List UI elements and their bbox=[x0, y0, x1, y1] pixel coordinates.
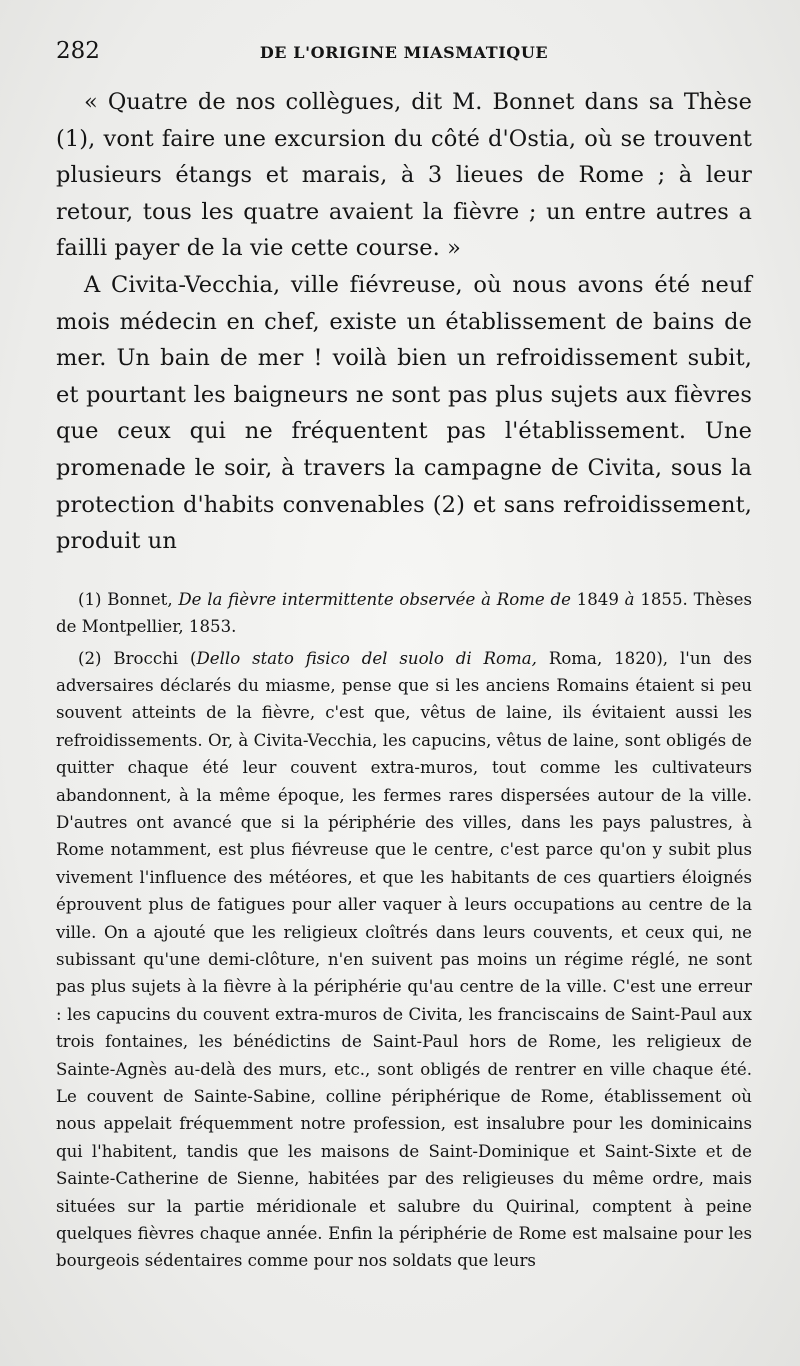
footnote-2-marker: (2) bbox=[78, 648, 102, 668]
footnote-1-joiner: à bbox=[624, 589, 635, 609]
footnote-1-year1: 1849 bbox=[576, 589, 619, 609]
running-head bbox=[56, 38, 752, 78]
footnotes bbox=[56, 586, 752, 1275]
footnote-2-author: Brocchi ( bbox=[113, 648, 197, 668]
paragraph-quote: « Quatre de nos collègues, dit M. Bonnet dans sa Thèse (1), vont faire une excursion du côté d'Ostia, où se trouvent plusieurs étangs et marais, à 3 lieues de Rome ; à leur retour, tous les quatre avaient la fièvre ; un entre autres a failli payer de la vie cette course. » bbox=[56, 89, 752, 262]
page-number: 282 bbox=[56, 38, 100, 64]
footnote-1-author: Bonnet, bbox=[107, 589, 173, 609]
running-title: DE L'ORIGINE MIASMATIQUE bbox=[259, 43, 549, 62]
footnote-1 bbox=[56, 586, 752, 641]
footnote-2-title: Dello stato fisico del suolo di Roma, bbox=[196, 648, 537, 668]
footnote-1-year2: 1855. bbox=[640, 589, 688, 609]
footnote-1-marker: (1) bbox=[78, 589, 102, 609]
footnote-1-title: De la fièvre intermittente observée à Rome de bbox=[178, 589, 571, 609]
paragraph-civita-vecchia: A Civita-Vecchia, ville fiévreuse, où nous avons été neuf mois médecin en chef, existe un établissement de bains de mer. Un bain de mer ! voilà bien un refroidissement subit, et pourtant les baigneurs ne sont pas plus sujets aux fièvres que ceux qui ne fréquentent pas l'établissement. Une promenade le soir, à travers la campagne de Civita, sous la protection d'habits convenables (2) et sans refroidissement, produit un bbox=[56, 271, 752, 555]
footnote-separator bbox=[56, 560, 752, 586]
main-text bbox=[56, 84, 752, 560]
footnote-2-rest: Roma, 1820), l'un des adversaires déclarés du miasme, pense que si les anciens Romains étaient si peu souvent atteints de la fièvre, c'est que, vêtus de laine, ils évitaient aussi les refroidissements. Or, à Civita-Vecchia, les capucins, vêtus de laine, sont obligés de quitter chaque été leur couvent extra-muros, tout comme les cultivateurs abandonnent, à la même époque, les fermes rares dispersées autour de la ville. D'autres ont avancé que si la périphérie des villes, dans les pays palustres, à Rome notamment, est plus fiévreuse que le centre, c'est parce qu'on y subit plus vivement l'influence des météores, et que les habitants de ces quartiers éloignés éprouvent plus de fatigues pour aller vaquer à leurs occupations au centre de la ville. On a ajouté que les religieux cloîtrés dans leurs couvents, et ceux qui, ne subissant qu'une demi-clôture, n'en suivent pas moins un régime réglé, ne sont pas plus sujets à la fièvre à la périphérie qu'au centre de la ville. C'est une erreur : les capucins du couvent extra-muros de Civita, les franciscains de Saint-Paul aux trois fontaines, les bénédictins de Saint-Paul hors de Rome, les religieux de Sainte-Agnès au-delà des murs, etc., sont obligés de rentrer en ville chaque été. Le couvent de Sainte-Sabine, colline périphérique de Rome, établissement où nous appelait fréquemment notre profession, est insalubre pour les dominicains qui l'habitent, tandis que les maisons de Saint-Dominique et Saint-Sixte et de Sainte-Catherine de Sienne, habitées par des religieuses du même ordre, mais situées sur la partie méridionale et salubre du Quirinal, comptent à peine quelques fièvres chaque année. Enfin la périphérie de Rome est malsaine pour les bourgeois sédentaires comme pour nos soldats que leurs bbox=[56, 648, 753, 1271]
footnote-2 bbox=[56, 645, 752, 1275]
footnote-1-rest: Thèses de Montpellier, 1853. bbox=[56, 589, 753, 637]
